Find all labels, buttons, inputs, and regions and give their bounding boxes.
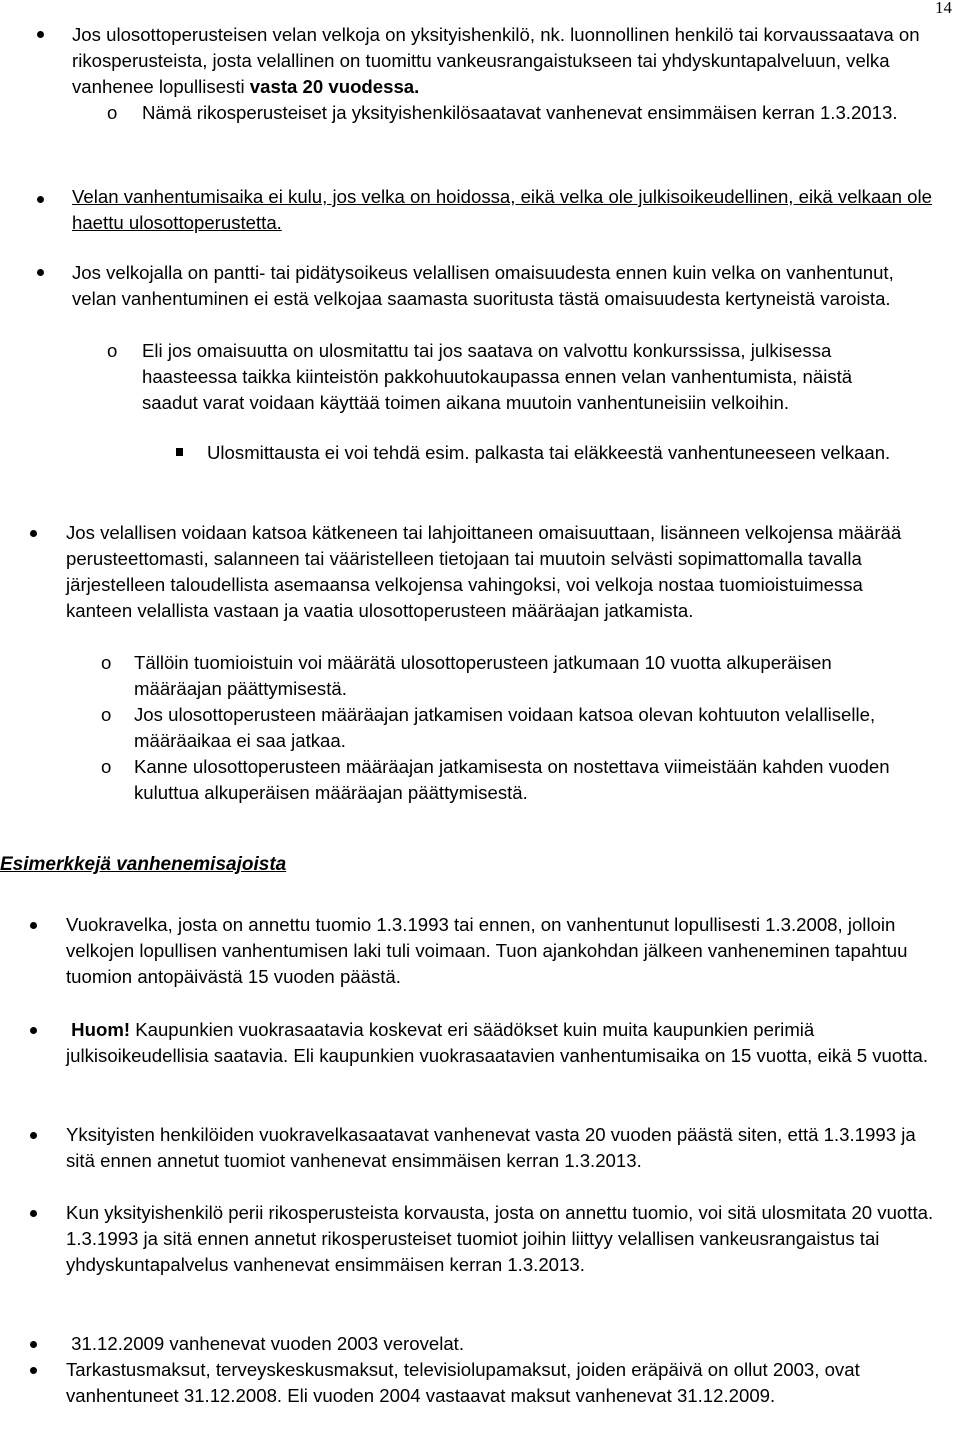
bullet-icon xyxy=(30,530,37,537)
paragraph-1-bold: vasta 20 vuodessa. xyxy=(249,76,420,97)
circle-bullet-icon: o xyxy=(101,652,112,673)
section-heading: Esimerkkejä vanhenemisajoista xyxy=(0,854,287,875)
paragraph-1-sub-1: Nämä rikosperusteiset ja yksityishenkilösaatavat vanhenevat ensimmäisen kerran 1.3.2013. xyxy=(142,102,898,123)
paragraph-1 xyxy=(72,22,956,100)
circle-bullet-icon: o xyxy=(107,340,118,361)
example-5-text: 31.12.2009 vanhenevat vuoden 2003 verovelat. xyxy=(71,1333,465,1354)
page-number: 14 xyxy=(935,0,952,17)
example-4: Kun yksityishenkilö perii rikosperusteista korvausta, josta on annettu tuomio, voi sitä ulosmitata 20 vuotta. 1.3.1993 ja sitä ennen annetut rikosperusteiset tuomiot joihin liittyy velallisen vankeusrangaistus tai yhdyskuntapalvelus vanhenevat ensimmäisen kerran 1.3.2013. xyxy=(66,1202,934,1275)
paragraph-3-sub-1: Eli jos omaisuutta on ulosmitattu tai jos saatava on valvottu konkurssissa, julkisessa haasteessa taikka kiinteistön pakkohuutokaupassa ennen velan vanhentumista, näistä saadut varat voidaan käyttää toimen aikana muutoin vanhentuneisiin velkoihin. xyxy=(142,340,853,413)
example-1: Vuokravelka, josta on annettu tuomio 1.3.1993 tai ennen, on vanhentunut lopullisesti 1.3.2008, jolloin velkojen lopullisen vanhentumisen laki tuli voimaan. Tuon ajankohdan jälkeen vanheneminen tapahtuu tuomion antopäivästä 15 vuoden päästä. xyxy=(66,914,908,987)
paragraph-3: Jos velkojalla on pantti- tai pidätysoikeus velallisen omaisuudesta ennen kuin velka on vanhentunut, velan vanhentuminen ei estä velkojaa saamasta suoritusta tästä omaisuudesta kertyneistä varoista. xyxy=(72,262,894,309)
bullet-icon xyxy=(30,1210,37,1217)
paragraph-4-sub-2: Jos ulosottoperusteen määräajan jatkamisen voidaan katsoa olevan kohtuuton velalliselle, määräaikaa ei saa jatkaa. xyxy=(134,704,876,751)
example-2-bold: Huom! xyxy=(71,1019,131,1040)
example-6: Tarkastusmaksut, terveyskeskusmaksut, televisiolupamaksut, joiden eräpäivä on ollut 2003, ovat vanhentuneet 31.12.2008. Eli vuoden 2004 vastaavat maksut vanhenevat 31.12.2009. xyxy=(66,1359,860,1406)
square-bullet-icon xyxy=(176,448,183,456)
example-3: Yksityisten henkilöiden vuokravelkasaatavat vanhenevat vasta 20 vuoden päästä siten, että 1.3.1993 ja sitä ennen annetut tuomiot vanhenevat ensimmäisen kerran 1.3.2013. xyxy=(66,1124,916,1171)
example-5 xyxy=(66,1331,946,1357)
example-2 xyxy=(66,1017,942,1069)
bullet-icon xyxy=(30,1027,37,1034)
bullet-icon xyxy=(30,1132,37,1139)
bullet-icon xyxy=(30,1341,37,1348)
circle-bullet-icon: o xyxy=(101,756,112,777)
paragraph-4-sub-3: Kanne ulosottoperusteen määräajan jatkamisesta on nostettava viimeistään kahden vuoden kuluttua alkuperäisen määräajan päättymisestä. xyxy=(134,756,890,803)
bullet-icon xyxy=(30,922,37,929)
paragraph-1-text: Jos ulosottoperusteisen velan velkoja on yksityishenkilö, nk. luonnollinen henkilö tai korvaussaatava on rikosperusteista, josta velallinen on tuomittu vankeusrangaistukseen tai yhdyskuntapalveluun, velka vanhenee lopullisesti xyxy=(72,24,920,97)
paragraph-4: Jos velallisen voidaan katsoa kätkeneen tai lahjoittaneen omaisuuttaan, lisänneen velkojensa määrää perusteettomasti, salanneen tai vääristelleen tietojaan tai muutoin selvästi sopimattomalla tavalla järjestelleen taloudellista asemaansa velkojensa vahingoksi, voi velkoja nostaa tuomioistuimessa kanteen velallista vastaan ja vaatia ulosottoperusteen määräajan jatkamista. xyxy=(66,522,902,621)
bullet-icon xyxy=(37,269,44,276)
bullet-icon xyxy=(37,31,44,38)
paragraph-3-sub-1-sub: Ulosmittausta ei voi tehdä esim. palkasta tai eläkkeestä vanhentuneeseen velkaan. xyxy=(207,442,891,463)
bullet-icon xyxy=(30,1367,37,1374)
paragraph-4-sub-1: Tällöin tuomioistuin voi määrätä ulosottoperusteen jatkumaan 10 vuotta alkuperäisen määräajan päättymisestä. xyxy=(134,652,832,699)
circle-bullet-icon: o xyxy=(107,102,118,123)
paragraph-2: Velan vanhentumisaika ei kulu, jos velka on hoidossa, eikä velka ole julkisoikeudellinen, eikä velkaan ole haettu ulosottoperustetta. xyxy=(72,186,932,233)
circle-bullet-icon: o xyxy=(101,704,112,725)
example-2-text: Kaupunkien vuokrasaatavia koskevat eri säädökset kuin muita kaupunkien perimiä julkisoikeudellisia saatavia. Eli kaupunkien vuokrasaatavien vanhentumisaika on 15 vuotta, eikä 5 vuotta. xyxy=(66,1019,929,1066)
bullet-icon xyxy=(37,196,44,203)
